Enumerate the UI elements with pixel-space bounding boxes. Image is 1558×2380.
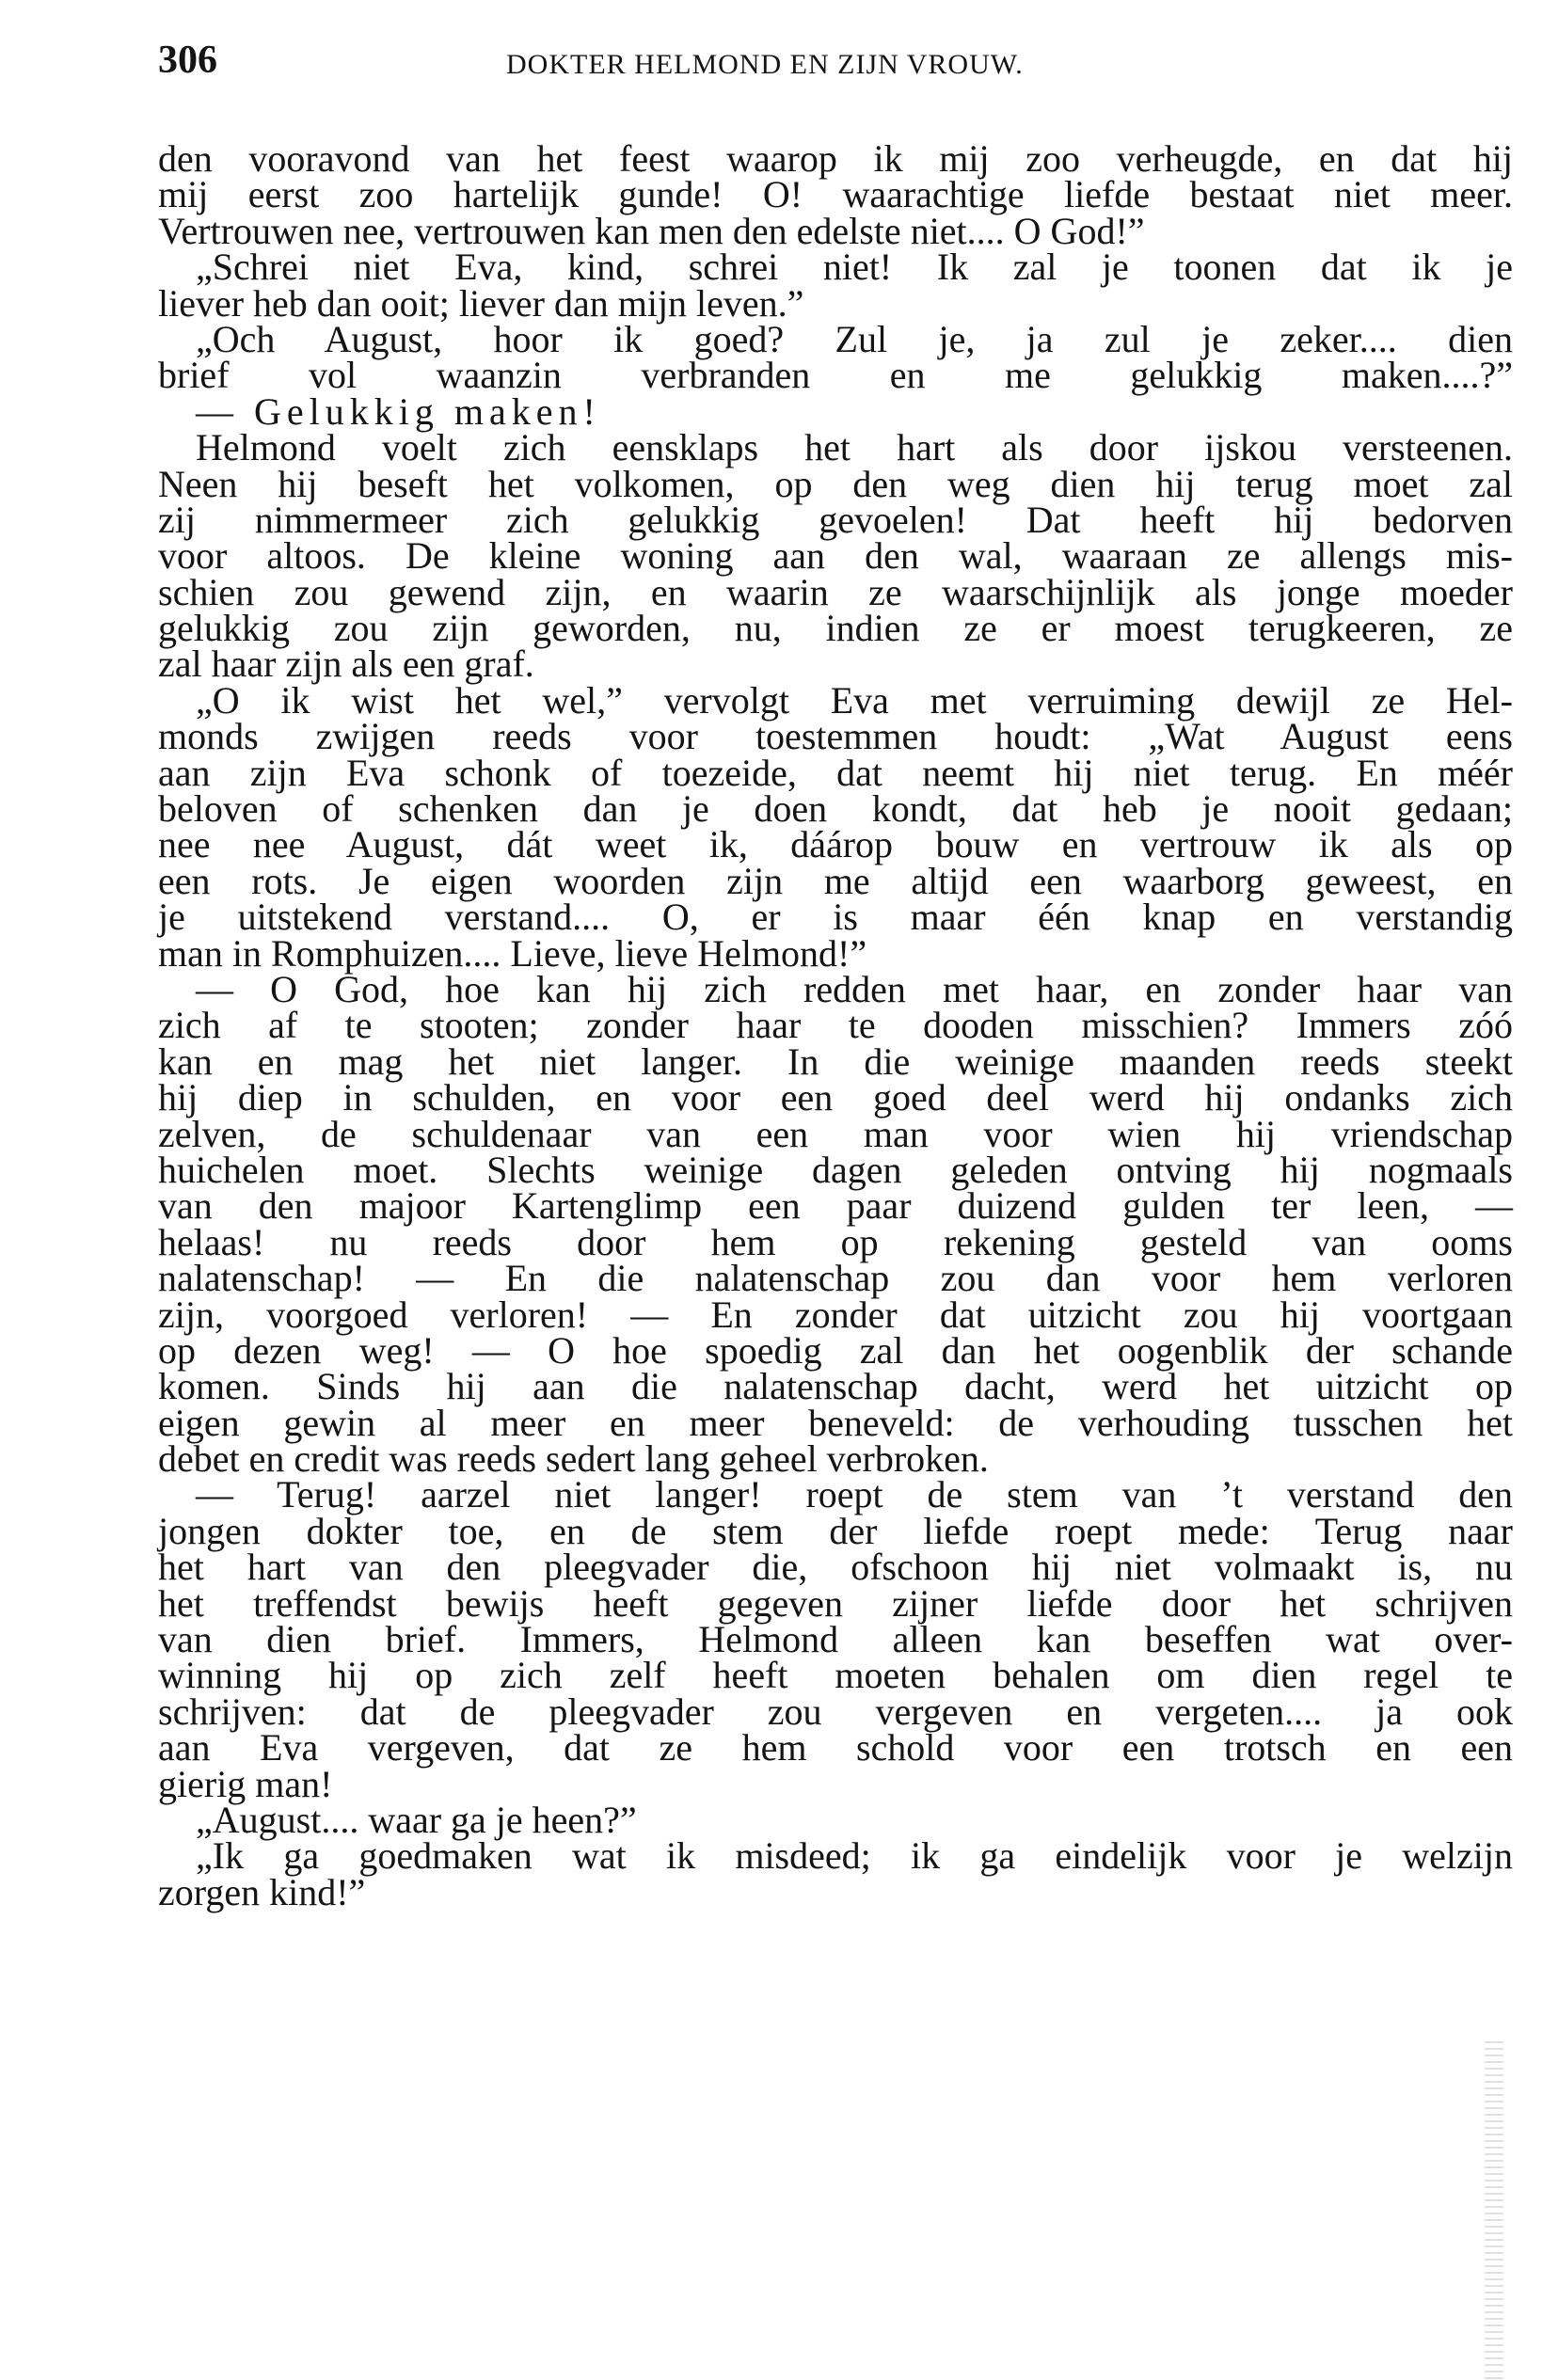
text-line: schien zou gewend zijn, en waarin ze waarschijnlijk als jonge moeder	[158, 570, 1513, 613]
text-line: een rots. Je eigen woorden zijn me altijd een waarborg geweest, en	[158, 859, 1513, 902]
text-line: mij eerst zoo hartelijk gunde! O! waarachtige liefde bestaat niet meer.	[158, 173, 1513, 216]
text-line: van dien brief. Immers, Helmond alleen kan beseffen wat over-	[158, 1618, 1513, 1661]
text-line: man in Romphuizen.... Lieve, lieve Helmond!”	[158, 931, 867, 975]
body-text	[158, 137, 1513, 1913]
page-number: 306	[158, 39, 217, 82]
text-line: eigen gewin al meer en meer beneveld: de verhouding tusschen het	[158, 1401, 1513, 1444]
text-line: Vertrouwen nee, vertrouwen kan men den edelste niet.... O God!”	[158, 209, 1145, 252]
text-line: kan en mag het niet langer. In die weinige maanden reeds steekt	[158, 1039, 1513, 1083]
page-header	[158, 38, 1513, 103]
text-line: komen. Sinds hij aan die nalatenschap dacht, werd het uitzicht op	[158, 1365, 1513, 1408]
text-line: aan zijn Eva schonk of toezeide, dat neemt hij niet terug. En méér	[158, 751, 1513, 794]
scan-edge-artifact	[1485, 2041, 1503, 2380]
text-line: jongen dokter toe, en de stem der liefde roept mede: Terug naar	[158, 1509, 1513, 1552]
text-line: „August.... waar ga je heen?”	[196, 1798, 637, 1841]
text-line: helaas! nu reeds door hem op rekening gesteld van ooms	[158, 1220, 1513, 1263]
text-line: het treffendst bewijs heeft gegeven zijner liefde door het schrijven	[158, 1581, 1513, 1625]
text-line: voor altoos. De kleine woning aan den wal, waaraan ze allengs mis-	[158, 534, 1513, 578]
text-line: Helmond voelt zich eensklaps het hart als door ijskou versteenen.	[196, 426, 1513, 469]
text-line: liever heb dan ooit; liever dan mijn leven.”	[158, 281, 804, 325]
text-line: je uitstekend verstand.... O, er is maar één knap en verstandig	[158, 896, 1513, 939]
text-line: gierig man!	[158, 1762, 333, 1805]
text-line: „Och August, hoor ik goed? Zul je, ja zul je zeker.... dien	[196, 317, 1513, 360]
text-line: het hart van den pleegvader die, ofschoon hij niet volmaakt is, nu	[158, 1546, 1513, 1589]
text-line: zelven, de schuldenaar van een man voor wien hij vriendschap	[158, 1112, 1513, 1155]
text-line: monds zwijgen reeds voor toestemmen houdt: „Wat August eens	[158, 715, 1513, 758]
text-line: nalatenschap! — En die nalatenschap zou dan voor hem verloren	[158, 1257, 1513, 1300]
text-line: beloven of schenken dan je doen kondt, dat heb je nooit gedaan;	[158, 787, 1513, 831]
text-line: zal haar zijn als een graf.	[158, 643, 534, 686]
text-line: — Gelukkig maken!	[196, 389, 601, 433]
text-line: schrijven: dat de pleegvader zou vergeven en vergeten.... ja ook	[158, 1690, 1513, 1733]
text-line: zij nimmermeer zich gelukkig gevoelen! Dat heeft hij bedorven	[158, 498, 1513, 541]
text-line: aan Eva vergeven, dat ze hem schold voor een trotsch en een	[158, 1726, 1513, 1769]
text-line: huichelen moet. Slechts weinige dagen geleden ontving hij nogmaals	[158, 1148, 1513, 1191]
text-line: op dezen weg! — O hoe spoedig zal dan het oogenblik der schande	[158, 1328, 1513, 1372]
text-line: van den majoor Kartenglimp een paar duizend gulden ter leen, —	[158, 1184, 1513, 1228]
text-line: „O ik wist het wel,” vervolgt Eva met verruiming dewijl ze Hel-	[196, 678, 1513, 722]
text-line: zijn, voorgoed verloren! — En zonder dat uitzicht zou hij voortgaan	[158, 1293, 1513, 1336]
text-line: „Schrei niet Eva, kind, schrei niet! Ik zal je toonen dat ik je	[196, 246, 1513, 289]
text-line: gelukkig zou zijn geworden, nu, indien ze er moest terugkeeren, ze	[158, 607, 1513, 650]
text-line: — Terug! aarzel niet langer! roept de stem van ’t verstand den	[196, 1473, 1513, 1516]
text-line: zorgen kind!”	[158, 1870, 366, 1913]
text-line: brief vol waanzin verbranden en me gelukkig maken....?”	[158, 354, 1513, 397]
text-line: winning hij op zich zelf heeft moeten behalen om dien regel te	[158, 1654, 1513, 1697]
text-line: debet en credit was reeds sedert lang geheel verbroken.	[158, 1437, 989, 1481]
text-line: hij diep in schulden, en voor een goed deel werd hij ondanks zich	[158, 1076, 1513, 1119]
running-title: DOKTER HELMOND EN ZIJN VROUW.	[506, 49, 1024, 80]
book-page	[158, 38, 1513, 2333]
text-line: zich af te stooten; zonder haar te dooden misschien? Immers zóó	[158, 1004, 1513, 1047]
text-line: „Ik ga goedmaken wat ik misdeed; ik ga eindelijk voor je welzijn	[196, 1834, 1513, 1878]
text-line: nee nee August, dát weet ik, dáárop bouw en vertrouw ik als op	[158, 823, 1513, 866]
text-line: — O God, hoe kan hij zich redden met haar, en zonder haar van	[196, 967, 1513, 1010]
text-line: den vooravond van het feest waarop ik mij zoo verheugde, en dat hij	[158, 137, 1513, 180]
text-line: Neen hij beseft het volkomen, op den weg dien hij terug moet zal	[158, 462, 1513, 505]
